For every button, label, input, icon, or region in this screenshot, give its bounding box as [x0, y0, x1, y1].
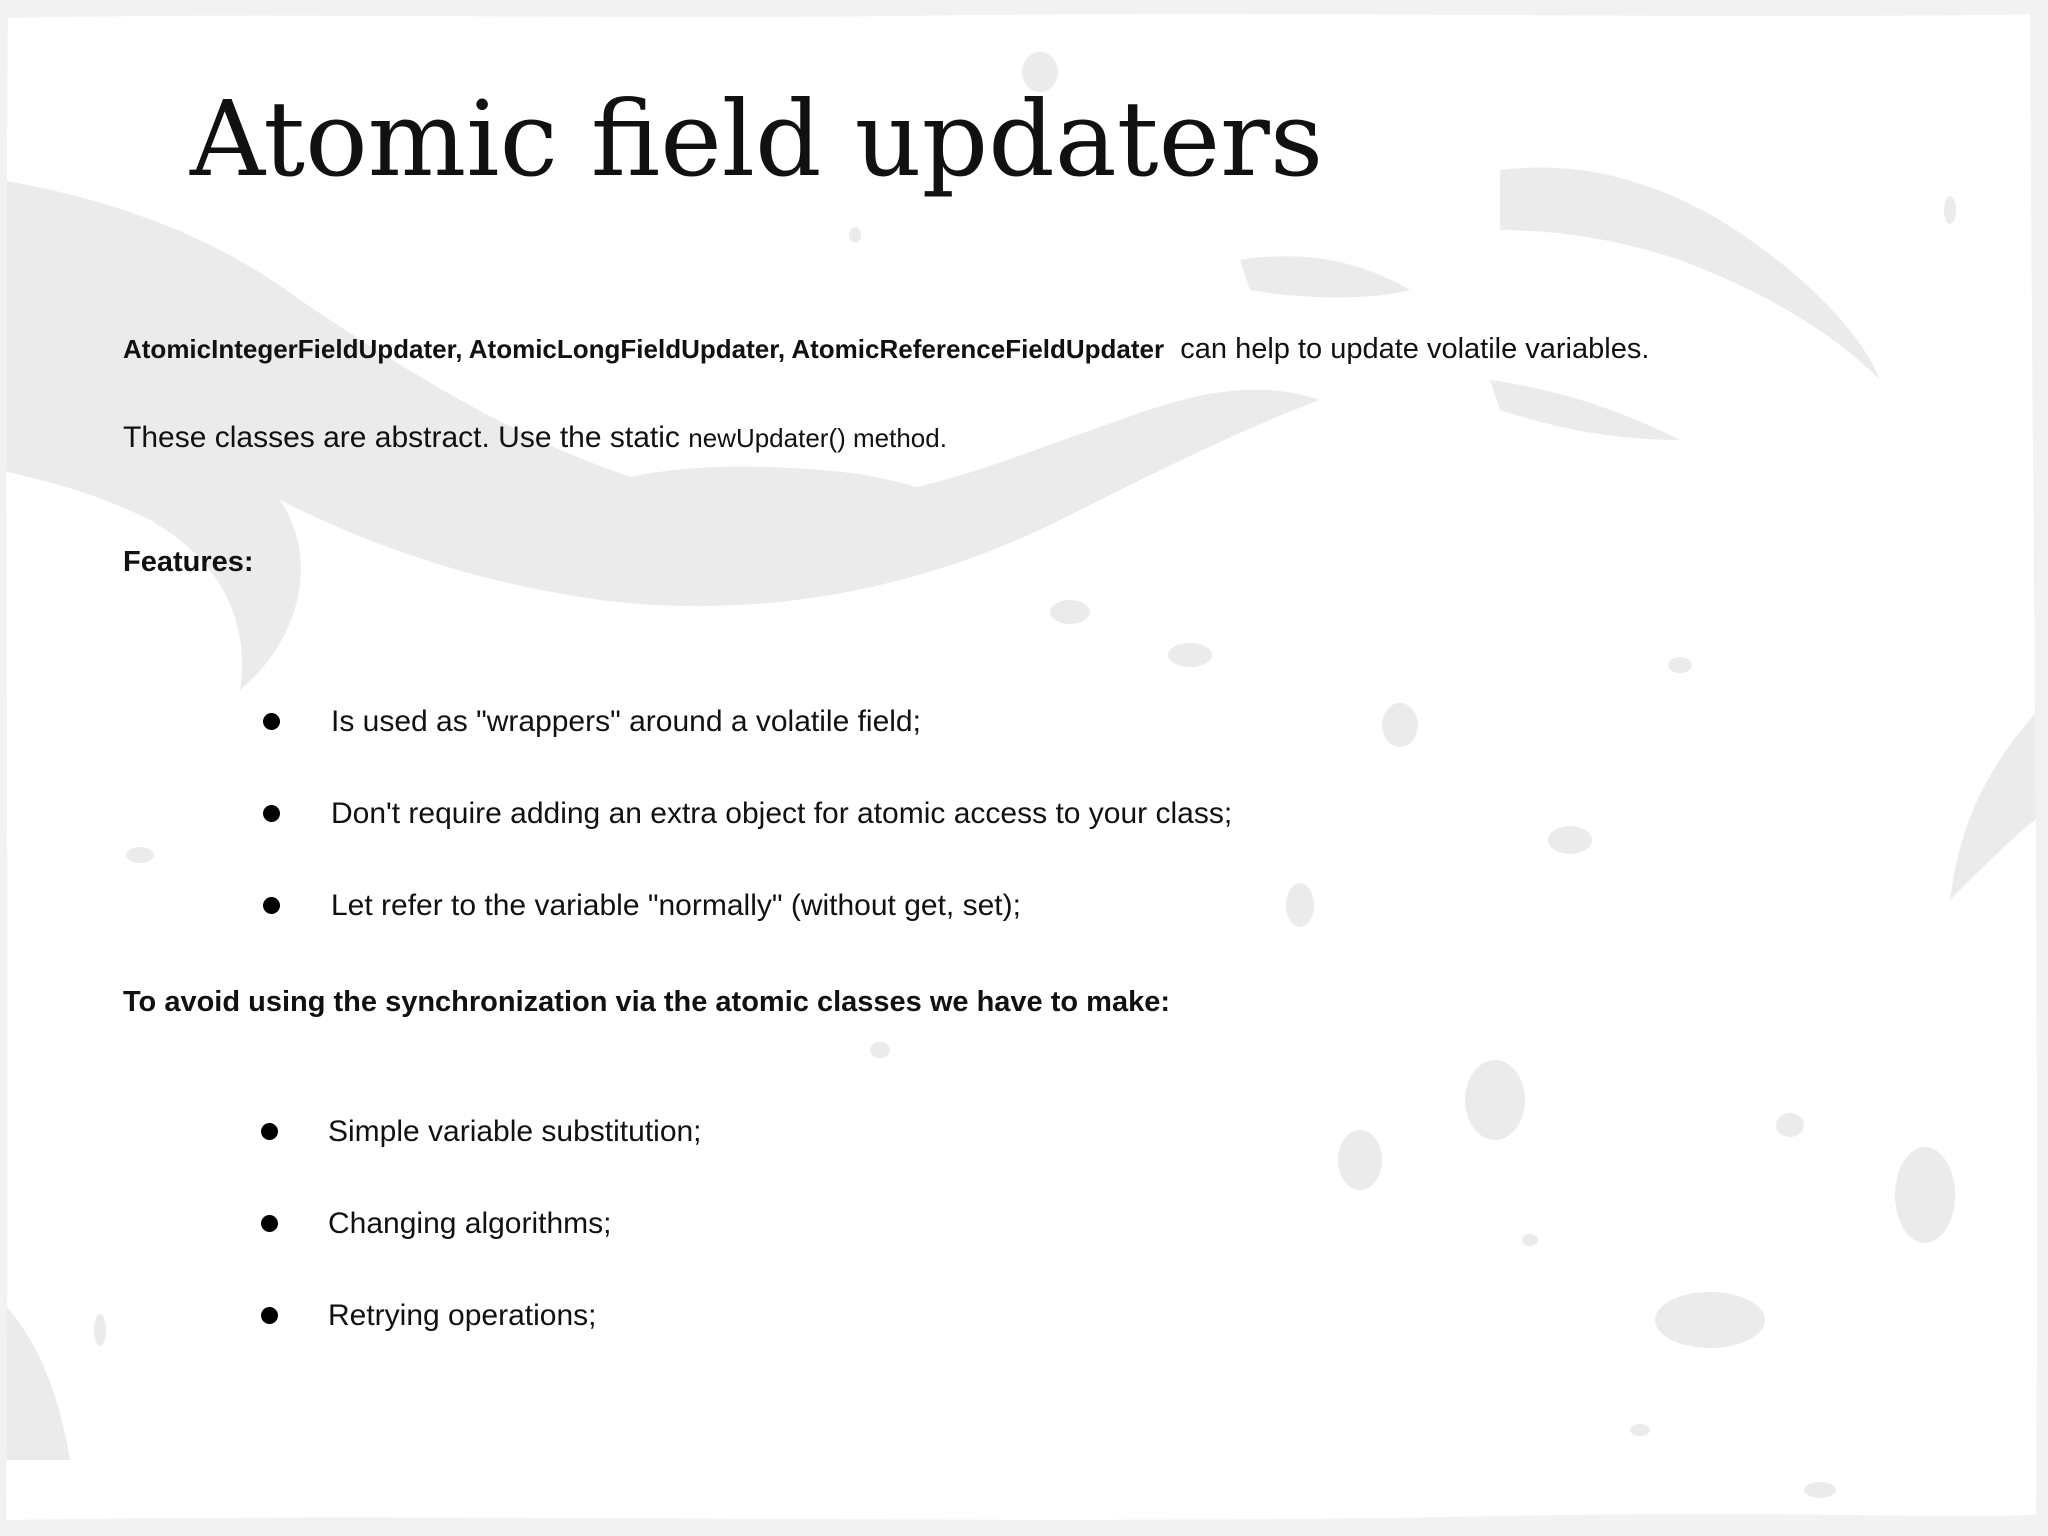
updater-class-names: AtomicIntegerFieldUpdater, AtomicLongFieldUpdater, AtomicReferenceFieldUpdater — [123, 334, 1165, 364]
bullet-icon — [261, 1307, 278, 1324]
abstract-text: These classes are abstract. Use the static — [123, 421, 680, 454]
list-item-text: Don't require adding an extra object for atomic access to your class; — [331, 797, 1233, 830]
avoid-sync-heading: To avoid using the synchronization via the atomic classes we have to make: — [123, 986, 1170, 1018]
abstract-paragraph — [123, 421, 947, 455]
list-item-text: Let refer to the variable "normally" (without get, set); — [331, 889, 1021, 922]
bullet-icon — [263, 805, 280, 822]
features-heading: Features: — [123, 546, 254, 578]
slide-title: Atomic field updaters — [190, 78, 1324, 200]
list-item-text: Retrying operations; — [328, 1299, 597, 1332]
bullet-icon — [261, 1215, 278, 1232]
list-item-text: Changing algorithms; — [328, 1207, 612, 1240]
intro-paragraph — [123, 333, 1649, 366]
bullet-icon — [263, 713, 280, 730]
bullet-icon — [261, 1123, 278, 1140]
list-item-text: Simple variable substitution; — [328, 1115, 702, 1148]
new-updater-method: newUpdater() method. — [688, 423, 947, 453]
bullet-icon — [263, 897, 280, 914]
list-item-text: Is used as "wrappers" around a volatile field; — [331, 705, 921, 738]
intro-rest: can help to update volatile variables. — [1180, 333, 1650, 365]
